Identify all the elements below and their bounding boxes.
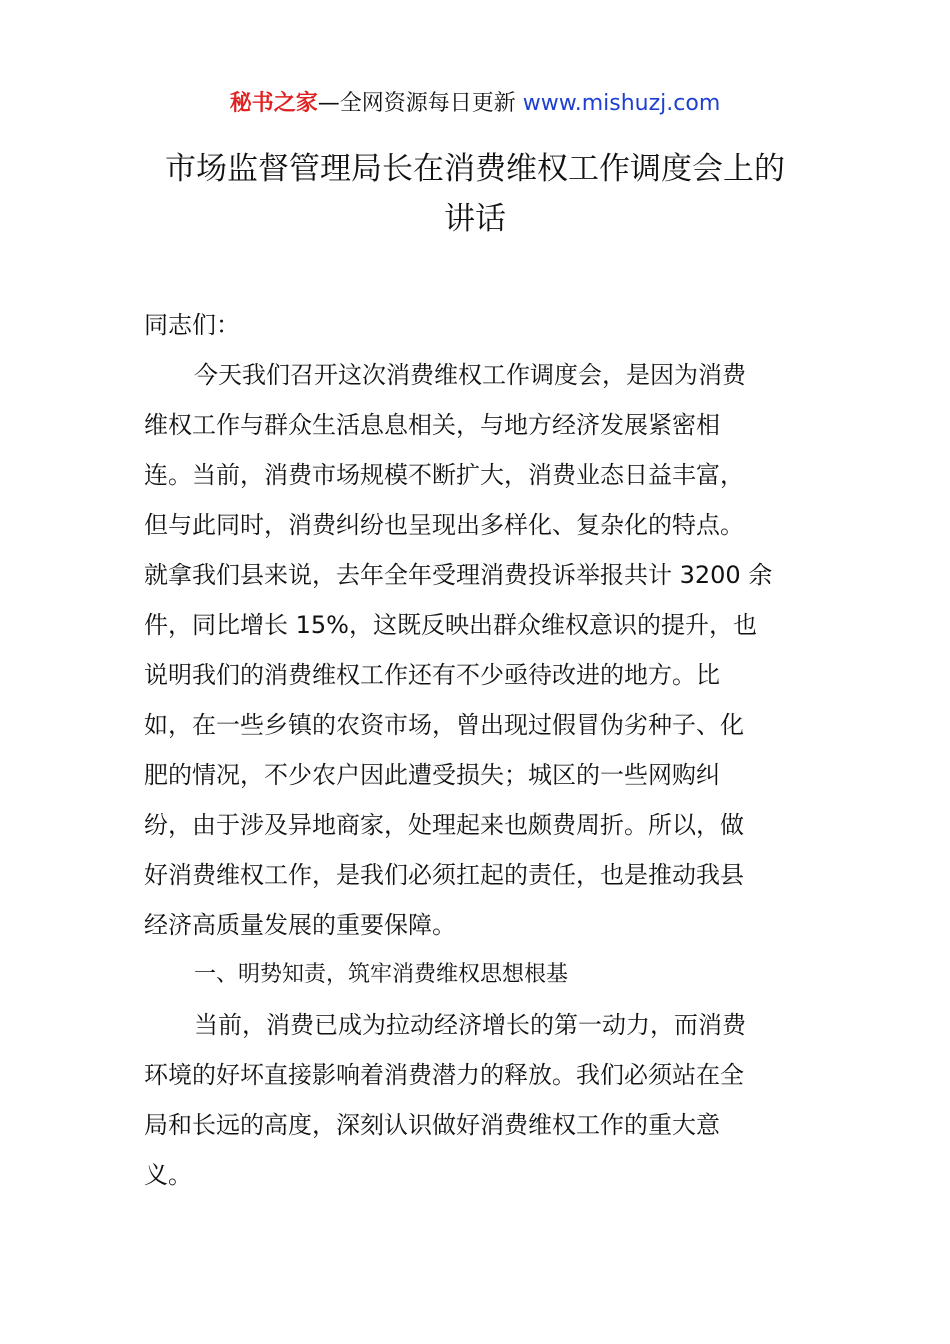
title-line: 讲话 <box>444 201 506 237</box>
paragraph-line: 肥的情况，不少农户因此遭受损失；城区的一些网购纠 <box>144 761 720 789</box>
paragraph-line: 环境的好坏直接影响着消费潜力的释放。我们必须站在全 <box>144 1061 744 1089</box>
section-heading: 一、明势知责，筑牢消费维权思想根基 <box>194 962 569 987</box>
document-body <box>144 300 812 1200</box>
paragraph-line: 件，同比增长 15%，这既反映出群众维权意识的提升，也 <box>144 611 757 639</box>
paragraph-line: 就拿我们县来说，去年全年受理消费投诉举报共计 3200 余 <box>144 561 773 589</box>
paragraph-line: 局和长远的高度，深刻认识做好消费维权工作的重大意 <box>144 1111 720 1139</box>
paragraph-line: 好消费维权工作，是我们必须扛起的责任，也是推动我县 <box>144 861 744 889</box>
title-line: 市场监督管理局长在消费维权工作调度会上的 <box>165 151 785 187</box>
paragraph-line: 说明我们的消费维权工作还有不少亟待改进的地方。比 <box>144 661 720 689</box>
salutation: 同志们： <box>144 311 240 339</box>
document-title <box>130 144 820 244</box>
paragraph-line: 今天我们召开这次消费维权工作调度会，是因为消费 <box>194 361 746 389</box>
paragraph-line: 如，在一些乡镇的农资市场，曾出现过假冒伪劣种子、化 <box>144 711 744 739</box>
site-url-link[interactable]: www.mishuzj.com <box>522 91 721 116</box>
brand-name: 秘书之家 <box>229 91 318 116</box>
paragraph-line: 义。 <box>144 1161 192 1189</box>
paragraph-line: 经济高质量发展的重要保障。 <box>144 911 456 939</box>
site-header <box>0 86 950 122</box>
paragraph-line: 维权工作与群众生活息息相关，与地方经济发展紧密相 <box>144 411 720 439</box>
paragraph-line: 纷，由于涉及异地商家，处理起来也颇费周折。所以，做 <box>144 811 744 839</box>
header-tagline: —全网资源每日更新 <box>317 91 523 116</box>
paragraph-line: 连。当前，消费市场规模不断扩大，消费业态日益丰富， <box>144 461 744 489</box>
paragraph-line: 但与此同时，消费纠纷也呈现出多样化、复杂化的特点。 <box>144 511 744 539</box>
paragraph-line: 当前，消费已成为拉动经济增长的第一动力，而消费 <box>194 1011 746 1039</box>
